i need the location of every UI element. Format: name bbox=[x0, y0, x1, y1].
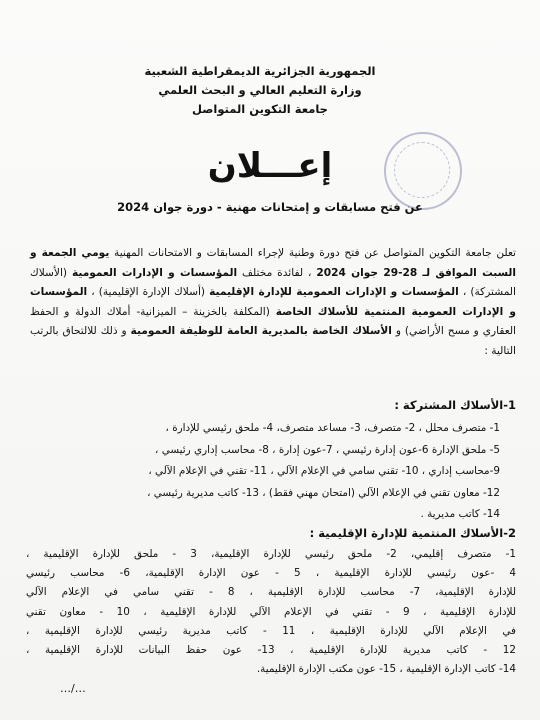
intro-text-2: ، لفائدة مختلف bbox=[237, 266, 317, 279]
university-name: جامعة التكوين المتواصل bbox=[192, 102, 328, 116]
intro-institutions-4: الأسلاك الخاصة بالمديرية العامة للوظيفة العمومية bbox=[130, 325, 392, 338]
announcement-subtitle: عن فتح مسابقات و إمتحانات مهنية - دورة جوان 2024 bbox=[117, 200, 423, 214]
section2-list bbox=[26, 545, 516, 679]
list-item: 9-محاسب إداري ، 10- تقني سامي في الإعلام الآلي ، 11- تقني في الإعلام الآلي ، bbox=[148, 465, 500, 478]
list-item: 5- ملحق الإدارة 6-عون إدارة رئيسي ، 7-عون إدارة ، 8- محاسب إداري رئيسي ، bbox=[155, 443, 500, 456]
intro-institutions-3: المؤسسات و الإدارات العمومية المنتمية للأسلاك الخاصة bbox=[30, 286, 516, 318]
intro-text-1: تعلن جامعة التكوين المتواصل عن فتح دورة وطنية لإجراء المسابقات و الامتحانات المهنية bbox=[109, 247, 517, 259]
list-item: 4 -عون رئيسي للإدارة الإقليمية ، 5 - عون الإدارة الإقليمية، 6- محاسب رئيسي bbox=[26, 567, 516, 580]
list-item: 1- متصرف إقليمي، 2- ملحق رئيسي للإدارة الإقليمية، 3 - ملحق للإدارة الإقليمية ، bbox=[26, 548, 517, 560]
list-item: 12- معاون تقني في الإعلام الآلي (امتحان مهني فقط) ، 13- كاتب مديرية رئيسي ، bbox=[147, 486, 500, 499]
list-item: 14- كاتب الإدارة الإقليمية ، 15- عون مكتب الإدارة الإقليمية. bbox=[256, 663, 516, 676]
announcement-title: إعـــلان bbox=[207, 146, 333, 186]
list-item: 1- متصرف محلل ، 2- متصرف، 3- مساعد متصرف، 4- ملحق رئيسي للإدارة ، bbox=[165, 422, 500, 434]
ministry-name: وزارة التعليم العالي و البحث العلمي bbox=[158, 83, 362, 97]
intro-institutions-2: المؤسسات و الإدارات العمومية للإدارة الإقليمية bbox=[209, 286, 459, 299]
list-item: 12 - كاتب مديرية للإدارة الإقليمية ، 13- عون حفظ البيانات للإدارة الإقليمية ، bbox=[26, 643, 516, 656]
document-header bbox=[130, 62, 390, 119]
section1-title: 1-الأسلاك المشتركة : bbox=[394, 398, 516, 412]
page-continuation-mark: …/… bbox=[60, 682, 86, 695]
section1-list bbox=[30, 418, 500, 526]
intro-text-3: (الأسلاك المشتركة) ، bbox=[30, 266, 516, 299]
list-item: للإدارة الإقليمية ، 9 - تقني في الإعلام الآلي للإدارة الإقليمية ، 10 - معاون تقني bbox=[26, 605, 516, 618]
intro-institutions-1: المؤسسات و الإدارات العمومية bbox=[71, 266, 238, 279]
list-item: في الإعلام الآلي للإدارة الإقليمية ، 11 - كاتب مديرية رئيسي للإدارة الإقليمية ، bbox=[26, 624, 516, 637]
intro-text-4: (أسلاك الإدارة الإقليمية) ، bbox=[87, 286, 210, 299]
section2-title: 2-الأسلاك المنتمية للإدارة الإقليمية : bbox=[309, 526, 516, 540]
list-item: للإدارة الإقليمية، 7- محاسب للإدارة الإقليمية ، 8 - تقني سامي في الإعلام الآلي bbox=[26, 586, 516, 599]
list-item: 14- كاتب مديرية . bbox=[420, 508, 500, 521]
intro-text-5: (المكلفة بالخزينة – الميزانية- أملاك الدولة و الحفظ العقاري و مسح الأراضي) و bbox=[30, 305, 516, 338]
intro-text-6: و ذلك للالتحاق بالرتب التالية : bbox=[30, 325, 516, 357]
intro-dates: يومي الجمعة و السبت الموافق لـ 28-29 جوان 2024 bbox=[30, 247, 517, 279]
intro-paragraph bbox=[30, 244, 516, 362]
republic-name: الجمهورية الجزائرية الديمقراطية الشعبية bbox=[144, 64, 376, 78]
